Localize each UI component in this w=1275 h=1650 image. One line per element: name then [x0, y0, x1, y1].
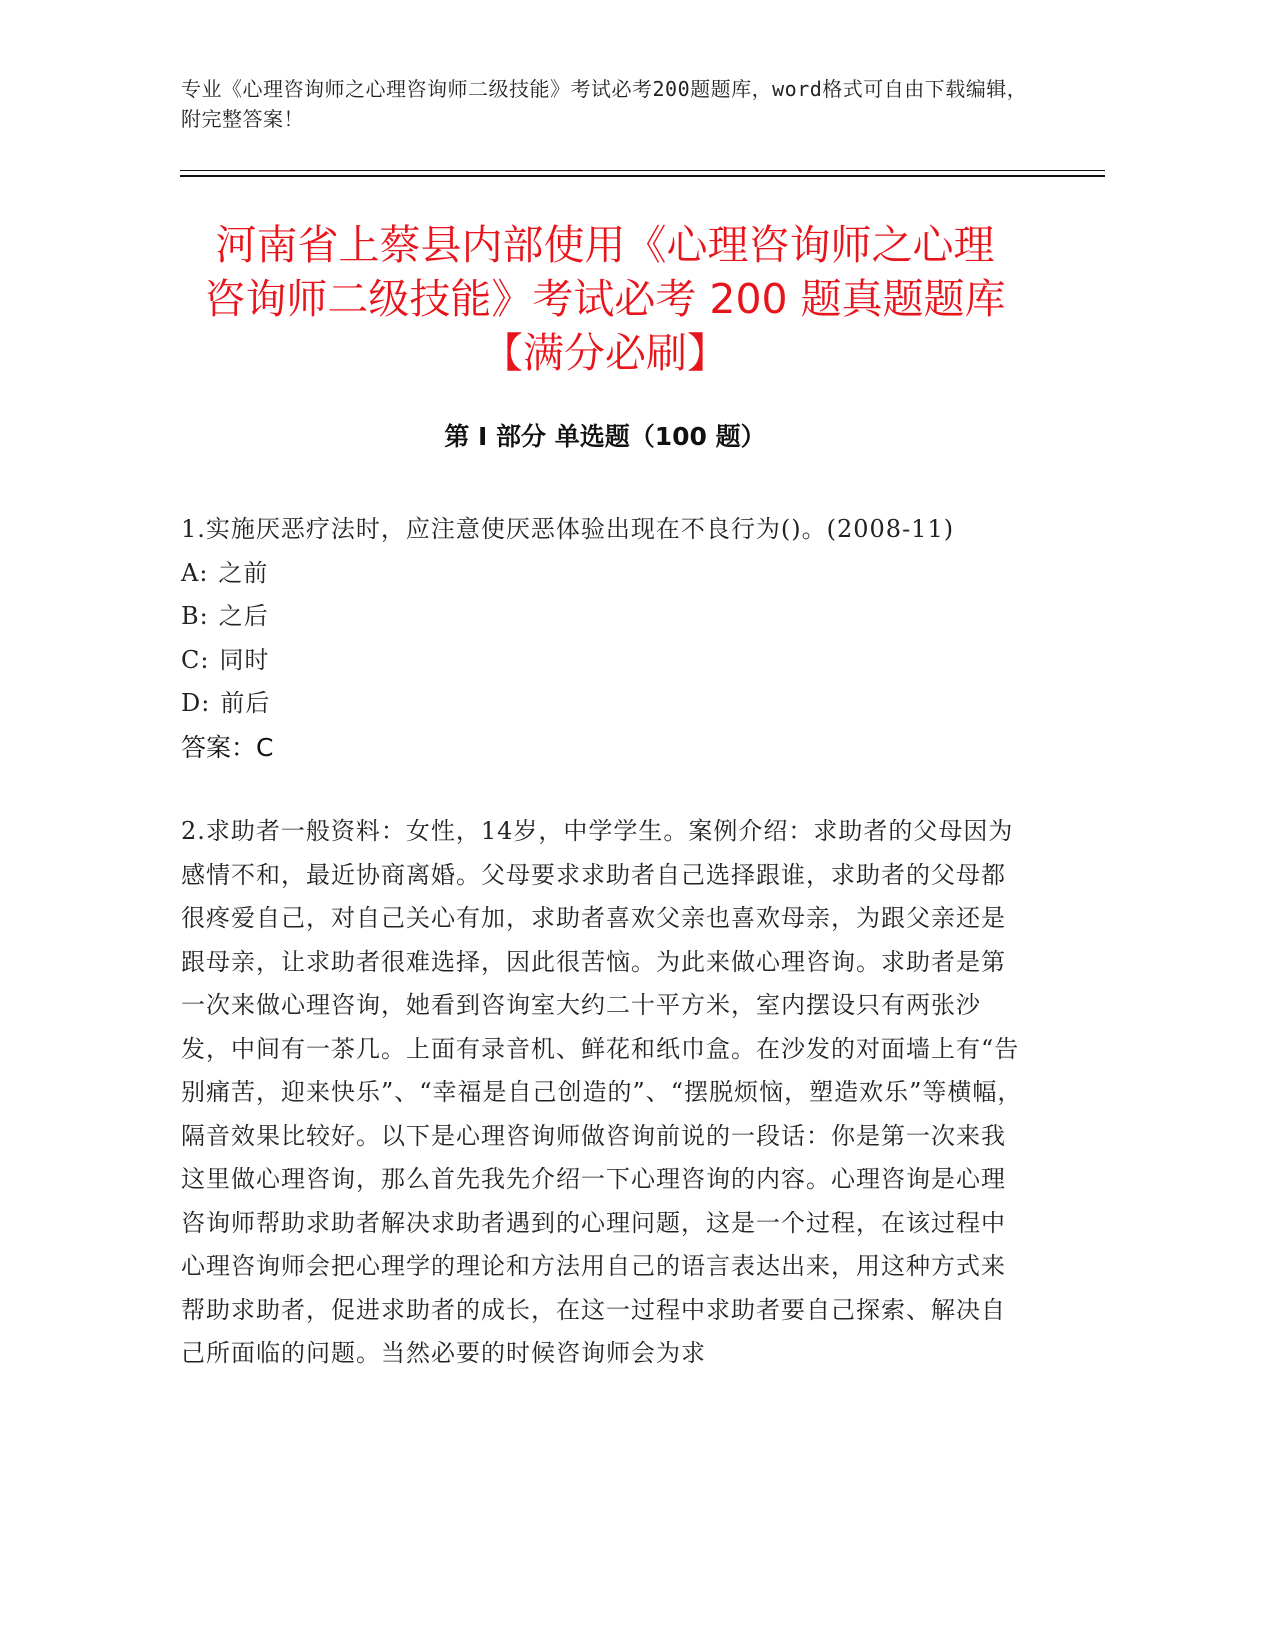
option-d: [181, 682, 1026, 726]
question-stem: 2.求助者一般资料：女性，14岁，中学学生。案例介绍：求助者的父母因为感情不和，最近协商离婚。父母要求求助者自己选择跟谁，求助者的父母都很疼爱自己，对自己关心有加，求助者喜欢父亲也喜欢母亲，为跟父亲还是跟母亲，让求助者很难选择，因此很苦恼。为此来做心理咨询。求助者是第一次来做心理咨询，她看到咨询室大约二十平方米，室内摆设只有两张沙发，中间有一茶几。上面有录音机、鲜花和纸巾盒。在沙发的对面墙上有“告别痛苦，迎来快乐”、“幸福是自己创造的”、“摆脱烦恼，塑造欢乐”等横幅，隔音效果比较好。以下是心理咨询师做咨询前说的一段话：你是第一次来我这里做心理咨询，那么首先我先介绍一下心理咨询的内容。心理咨询是心理咨询师帮助求助者解决求助者遇到的心理问题，这是一个过程，在该过程中心理咨询师会把心理学的理论和方法用自己的语言表达出来，用这种方式来帮助求助者，促进求助者的成长，在这一过程中求助者要自己探索、解决自己所面临的问题。当然必要的时候咨询师会为求: [181, 817, 1023, 1367]
question-1: [181, 508, 1026, 769]
option-text: 之前: [218, 558, 269, 587]
header-rule-thin: [180, 170, 1105, 171]
option-letter: B:: [181, 602, 209, 630]
header-note: 专业《心理咨询师之心理咨询师二级技能》考试必考200题题库，word格式可自由下载编辑，附完整答案！: [181, 77, 1028, 131]
option-letter: C:: [181, 645, 210, 674]
answer-label: 答案：C: [181, 732, 274, 762]
option-a: [181, 552, 1026, 596]
title-line-1: 河南省上蔡县内部使用《心理咨询师之心理: [215, 221, 995, 269]
option-letter: D:: [181, 689, 211, 717]
title-line-2: 咨询师二级技能》考试必考 200 题真题题库: [204, 275, 1006, 323]
option-c: [181, 639, 1026, 683]
document-title: [175, 218, 1035, 380]
option-letter: A:: [181, 558, 209, 587]
option-b: [181, 595, 1026, 639]
header-rule-thick: [180, 175, 1105, 177]
option-text: 前后: [220, 689, 271, 717]
option-text: 之后: [218, 602, 269, 630]
title-line-3: 【满分必刷】: [482, 329, 728, 377]
question-stem: 1.实施厌恶疗法时，应注意使厌恶体验出现在不良行为()。(2008-11): [181, 515, 955, 543]
option-text: 同时: [219, 645, 270, 674]
question-2: [181, 810, 1026, 1376]
section-heading: 第 I 部分 单选题（100 题）: [444, 422, 766, 451]
